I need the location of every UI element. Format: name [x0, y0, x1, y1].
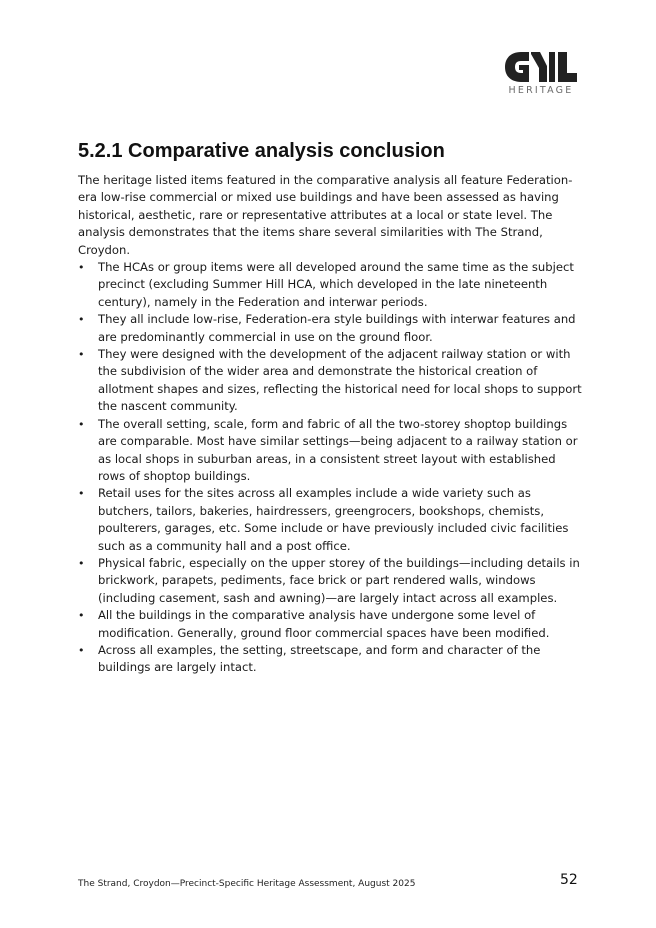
list-item: • Across all examples, the setting, streetscape, and form and character of the buildings are largely intact.: [78, 642, 541, 675]
list-item: • Retail uses for the sites across all examples include a wide variety such as butchers, tailors, bakeries, hairdressers, greengrocers, bookshops, chemists, poulterers, garages, etc. Some include or have previously included civic facilities such as a community hall and a post office.: [78, 486, 569, 553]
page-number: 52: [560, 872, 578, 888]
intro-paragraph: The heritage listed items featured in the comparative analysis all feature Federation-era low-rise commercial or mixed use buildings and have been assessed as having historical, aesthetic, rare or representative attributes at a local or state level. The analysis demonstrates that the items share several similarities with The Strand, Croydon.: [78, 173, 573, 257]
bullet-icon: •: [78, 643, 85, 657]
logo-subtitle: HERITAGE: [508, 85, 574, 96]
company-logo: [503, 50, 579, 100]
conclusion-list: [78, 259, 583, 677]
list-item: • All the buildings in the comparative analysis have undergone some level of modification. Generally, ground floor commercial spaces have been modified.: [78, 608, 550, 640]
list-item: • They were designed with the development of the adjacent railway station or with the subdivision of the wider area and demonstrate the historical creation of allotment shapes and sizes, reflecting the historical need for local shops to support the nascent community.: [78, 347, 582, 414]
bullet-icon: •: [78, 556, 85, 570]
section-body: [78, 172, 583, 677]
list-item: • They all include low-rise, Federation-era style buildings with interwar features and are predominantly commercial in use on the ground floor.: [78, 312, 576, 344]
bullet-icon: •: [78, 313, 85, 327]
bullet-icon: •: [78, 348, 85, 362]
list-item: • The overall setting, scale, form and fabric of all the two-storey shoptop buildings are comparable. Most have similar settings—being adjacent to a railway station or as local shops in suburban areas, in a consistent street layout with established rows of shoptop buildings.: [78, 416, 578, 483]
bullet-icon: •: [78, 609, 85, 623]
bullet-icon: •: [78, 261, 85, 275]
bullet-icon: •: [78, 487, 85, 501]
gml-logo-mark-icon: [503, 50, 579, 84]
list-item: • The HCAs or group items were all developed around the same time as the subject precinct (excluding Summer Hill HCA, which developed in the late nineteenth century), namely in the Federation and interwar periods.: [78, 260, 574, 309]
bullet-icon: •: [78, 417, 85, 431]
section-heading: 5.2.1 Comparative analysis conclusion: [78, 140, 445, 162]
list-item: • Physical fabric, especially on the upper storey of the buildings—including details in brickwork, parapets, pediments, face brick or part rendered walls, windows (including casement, sash and awning)—are largely intact across all examples.: [78, 555, 580, 605]
footer-title: The Strand, Croydon—Precinct-Specific Heritage Assessment, August 2025: [78, 879, 416, 889]
